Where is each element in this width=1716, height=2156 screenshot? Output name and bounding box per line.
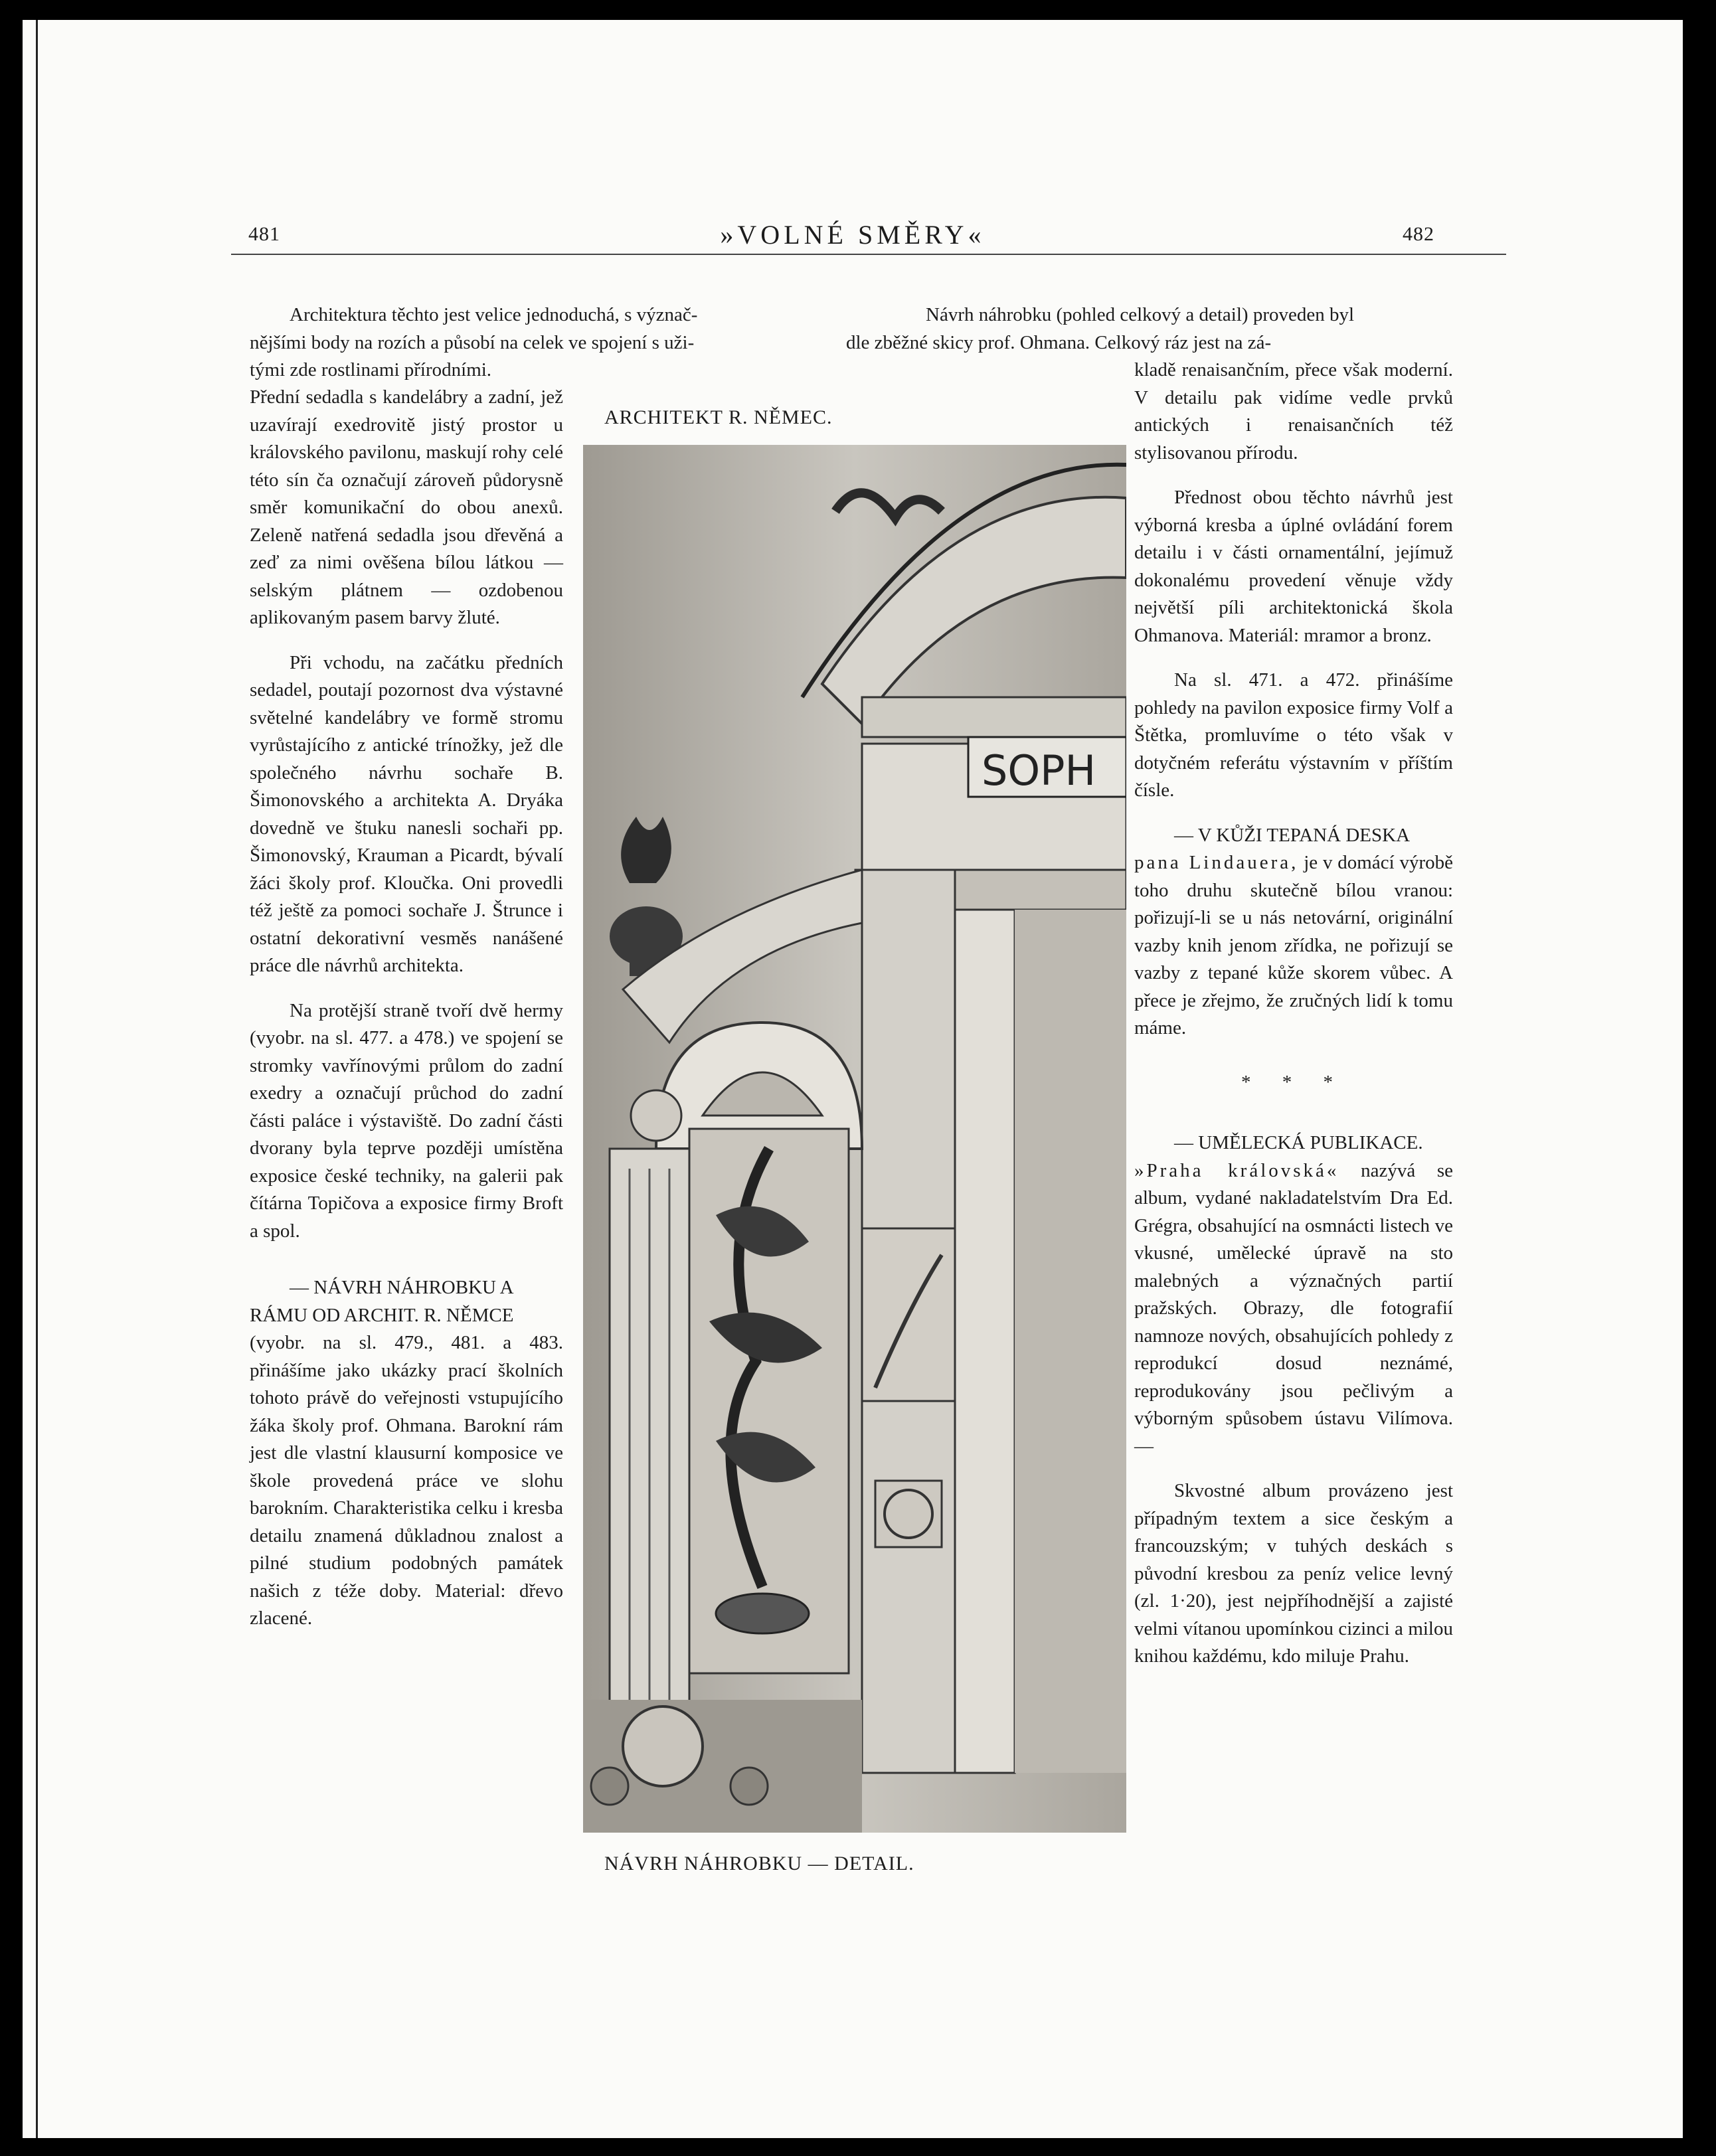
tomb-detail-illustration [583, 445, 1126, 1833]
figure-caption-bottom: NÁVRH NÁHROBKU — DETAIL. [604, 1853, 914, 1874]
left-edge-line [36, 20, 38, 2138]
right-heading-deska: — V KŮŽI TEPANÁ DESKA [1174, 824, 1411, 846]
figure-caption-top: ARCHITEKT R. NĚMEC. [604, 406, 833, 428]
intro-line-3: tými zde rostlinami přírodními. [250, 359, 492, 380]
header-rule [231, 254, 1506, 255]
page-number-right: 482 [1403, 223, 1434, 245]
right-paragraph-3: Na sl. 471. a 472. přinášíme pohledy na pavilon exposice firmy Volf a Štětka, promluvíme o této však v dotyčném referátu výstavním v příštím čísle. [1134, 669, 1453, 801]
right-top-text [846, 301, 1484, 357]
right-column [1134, 357, 1453, 1688]
right-heading-publikace: — UMĚLECKÁ PUBLIKACE. [1174, 1132, 1423, 1153]
left-paragraph-1: Přední sedadla s kandelábry a zadní, jež uzavírají exedrovitě jistý prostor u královského pavilonu, maskují rohy celé této sín ča označují zároveň půdorysně směr komunikační do obou anexů. Zeleně natřená sedadla jsou dřevěná a zeď za nimi ověšena bílou látkou — selským plátnem — ozdobenou aplikovaným pasem barvy žluté. [250, 386, 563, 628]
section-stars: * * * [1241, 1071, 1346, 1093]
left-heading-nahrobek: — NÁVRH NÁHROBKU A RÁMU OD ARCHIT. R. NĚMCE [250, 1277, 514, 1326]
left-column [250, 384, 563, 1650]
tomb-sign-text: SOPH [982, 746, 1096, 795]
right-paragraph-1: kladě renaisančním, přece však moderní. V detailu pak vidíme vedle prvků antických i renaisančních též stylisovanou přírodu. [1134, 359, 1453, 463]
right-top-line-2: dle zběžné skicy prof. Ohmana. Celkový ráz jest na zá- [846, 331, 1272, 353]
left-paragraph-4: (vyobr. na sl. 479., 481. a 483. přinášíme jako ukázky prací školních tohoto právě do veřejnosti vstupujícího žáka školy prof. Ohmana. Barokní rám jest dle vlastní klausurní komposice ve škole provedená práce ve slohu barokním. Charakteristika celku i kresba detailu znamená důkladnou znalost a pilné studium podobných památek našich z téže doby. Material: dřevo zlacené. [250, 1332, 563, 1629]
right-paragraph-2: Přednost obou těchto návrhů jest výborná kresba a úplné ovládání forem detailu i v části ornamentální, jejímuž dokonalému provedení věnuje vždy největší píli architektonická škola Ohmanova. Materiál: mramor a bronz. [1134, 487, 1453, 646]
right-heading-publikace-name: »Praha královská« [1134, 1159, 1339, 1181]
left-paragraph-3: Na protější straně tvoří dvě hermy (vyobr. na sl. 477. a 478.) ve spojení se stromky vavřínovými průlom do zadní exedry a označují průchod do zadní části paláce i výstaviště. Do zadní části dvorany byla teprve později umístěna exposice české techniky, na galerii pak čítárna Topičova a exposice firmy Broft a spol. [250, 999, 563, 1242]
scanned-page [23, 20, 1683, 2138]
right-paragraph-6: Skvostné album provázeno jest případným textem a sice českým a francouzským; v tuhých deskách s původní kresbou za peníz velice levný (zl. 1·20), jest nejpříhodnější a zajisté velmi vítanou upomínkou cizinci a milou knihou každému, kdo miluje Prahu. [1134, 1480, 1453, 1667]
intro-line-2: nějšími body na rozích a působí na celek ve spojení s uži- [250, 331, 695, 353]
right-top-line-1: Návrh náhrobku (pohled celkový a detail) proveden byl [926, 304, 1355, 325]
intro-text [250, 301, 847, 384]
right-paragraph-5: nazývá se album, vydané nakladatelstvím Dra Ed. Grégra, obsahující na osmnácti listech ve vkusné, umělecké úpravě na sto malebných a význačných partií pražských. Obrazy, dle fotografií namnoze nových, obsahujících pohledy z reprodukcí dosud neznámé, reprodukovány jsou pečlivým a výborným spůsobem ústavu Vilímova. — [1134, 1159, 1453, 1457]
intro-line-1: Architektura těchto jest velice jednoduchá, s význač- [290, 304, 698, 325]
right-heading-deska-name: pana Lindauera, [1134, 852, 1299, 873]
page-number-left: 481 [248, 223, 280, 245]
right-paragraph-4: je v domácí výrobě toho druhu skutečně bílou vranou: pořizují-li se u nás netovární, originální vazby knih jenom zřídka, ne pořizují se vazby z tepané kůže skorem vůbec. A přece je zřejmo, že zručných lidí k tomu máme. [1134, 852, 1453, 1038]
left-paragraph-2: Při vchodu, na začátku předních sedadel, poutají pozornost dva výstavné světelné kandelábry ve formě stromu vyrůstajícího z antické trínožky, jež dle společného návrhu sochaře B. Šimonovského a architekta A. Dryáka dovedně ve štuku nanesli sochaři pp. Šimonovský, Krauman a Picardt, bývalí žáci školy prof. Kloučka. Oni provedli též ještě za pomoci sochaře J. Štrunce i ostatní dekorativní vesměs nanášené práce dle návrhů architekta. [250, 651, 563, 976]
journal-title: »VOLNÉ SMĚRY« [720, 220, 986, 250]
tomb-drawing [583, 445, 1126, 1833]
